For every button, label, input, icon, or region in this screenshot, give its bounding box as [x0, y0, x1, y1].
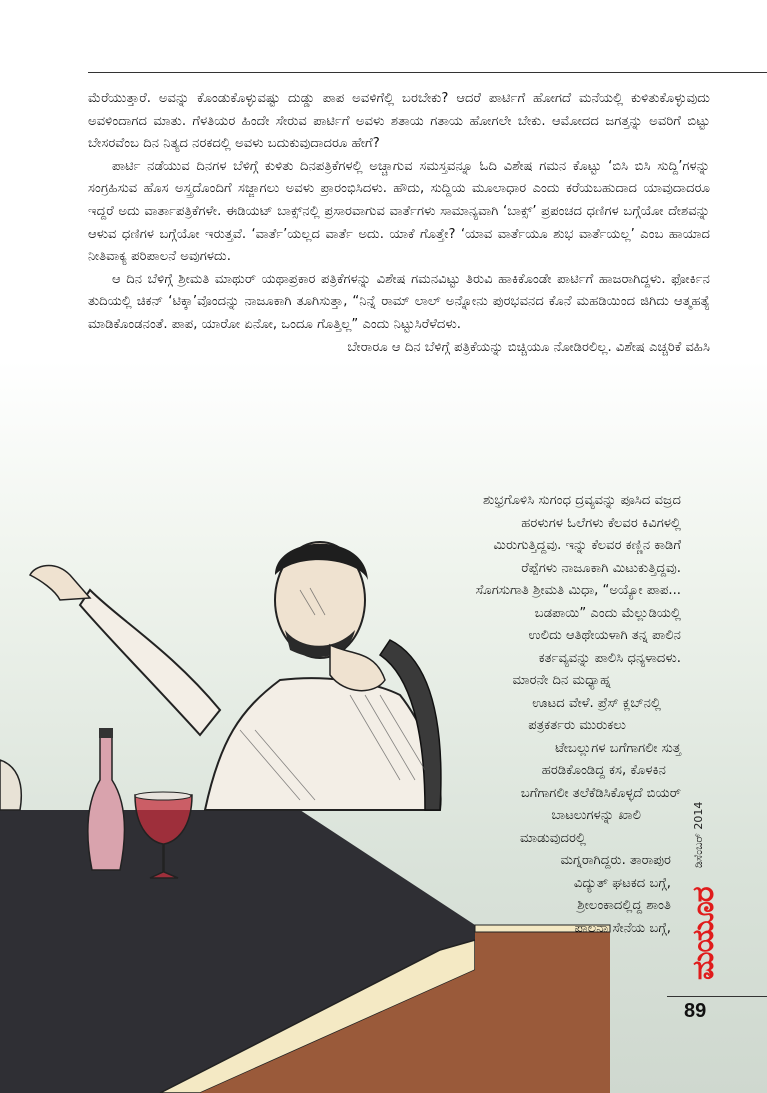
article-line: ಶ್ರೀಲಂಕಾದಲ್ಲಿದ್ದ ಶಾಂತಿ — [577, 898, 671, 913]
article-line: ಬಾಟಲುಗಳನ್ನು ಖಾಲಿ — [551, 808, 641, 823]
article-body — [88, 88, 710, 359]
man-arm — [80, 590, 220, 735]
top-rule — [88, 72, 767, 73]
article-line: ಪಾಲನಾ ಸೇನೆಯ ಬಗ್ಗೆ, — [574, 920, 671, 936]
article-line: ಮಗ್ನರಾಗಿದ್ದರು. ತಾರಾಪುರ — [560, 853, 671, 868]
article-line: ಮಾರನೇ ದಿನ ಮಧ್ಯಾಹ್ನ — [512, 673, 611, 688]
page-number: 89 — [684, 1000, 707, 1022]
article-line: ಹರಳುಗಳ ಓಲೆಗಳು ಕೆಲವರ ಕಿವಿಗಳಲ್ಲಿ — [521, 515, 681, 531]
left-figure — [0, 760, 21, 810]
article-line: ಪತ್ರಕರ್ತರು ಮುರುಕಲು — [528, 718, 626, 733]
article-line: ಹರಡಿಕೊಂಡಿದ್ದ ಕಸ, ಕೊಳಕಿನ — [541, 763, 666, 778]
article-line: ಶುಭ್ರಗೊಳಿಸಿ ಸುಗಂಧ ದ್ರವ್ಯವನ್ನು ಪೂಸಿದ ವಜ್ರದ — [482, 493, 681, 508]
article-line: ಬಗೆಗಾಗಲೀ ತಲೆಕೆಡಿಸಿಕೊಳ್ಳದೆ ಬಿಯರ್ — [520, 785, 681, 801]
article-paragraph: ಆ ದಿನ ಬೆಳಿಗ್ಗೆ ಶ್ರೀಮತಿ ಮಾಥುರ್ ಯಥಾಪ್ರಕಾರ ಪತ್ರಿಕೆಗಳನ್ನು ವಿಶೇಷ ಗಮನವಿಟ್ಟು ತಿರುವಿ ಹಾಕಿಕೊಂಡೇ ಪಾರ್ಟಿಗೆ ಹಾಜರಾಗಿದ್ದಳು. ಫೋರ್ಕಿನ ತುದಿಯಲ್ಲಿ ಚಿಕನ್ ‘ಟಿಕ್ಕಾ’ವೊಂದನ್ನು ನಾಜೂಕಾಗಿ ತೂಗಿಸುತ್ತಾ, “ನಿನ್ನೆ ರಾಮ್ ಲಾಲ್ ಅನ್ನೋನು ಪುರಭವನದ ಕೊನೆ ಮಹಡಿಯಿಂದ ಜಿಗಿದು ಆತ್ಮಹತ್ಯೆ ಮಾಡಿಕೊಂಡನಂತೆ. ಪಾಪ, ಯಾರೋ ಏನೋ, ಒಂದೂ ಗೊತ್ತಿಲ್ಲ” ಎಂದು ನಿಟ್ಟುಸಿರೆಳೆದಳು. — [88, 271, 710, 332]
article-line: ಕರ್ತವ್ಯವನ್ನು ಪಾಲಿಸಿ ಧನ್ಯಳಾದಳು. — [538, 650, 681, 666]
article-line: ಮಾಡುವುದರಲ್ಲಿ — [519, 830, 586, 846]
article-wrapped-column — [351, 490, 681, 940]
article-line: ಸೊಗಸುಗಾತಿ ಶ್ರೀಮತಿ ಮಿಧಾ, “ಅಯ್ಯೋ ಪಾಪ... — [475, 583, 681, 598]
article-line: ಬಡಪಾಯಿ” ಎಂದು ಮೆಲ್ಲುಡಿಯಲ್ಲಿ — [534, 605, 681, 621]
article-line: ರೆಪ್ಪೆಗಳು ನಾಜೂಕಾಗಿ ಮಿಟುಕುತ್ತಿದ್ದವು. — [521, 560, 681, 576]
wine-bottle — [88, 735, 125, 870]
magazine-logo: ಮಯೂರ — [686, 887, 721, 980]
article-paragraph: ಮೆರೆಯುತ್ತಾರೆ. ಅವನ್ನು ಕೊಂಡುಕೊಳ್ಳುವಷ್ಟು ದುಡ್ಡು ಪಾಪ ಅವಳಿಗೆಲ್ಲಿ ಬರಬೇಕು? ಆದರೆ ಪಾರ್ಟಿಗೆ ಹೋಗದೆ ಮನೆಯಲ್ಲಿ ಕುಳಿತುಕೊಳ್ಳುವುದು ಅವಳಿಂದಾಗದ ಮಾತು. ಗೆಳತಿಯರ ಹಿಂದೇ ಸೇರುವ ಪಾರ್ಟಿಗೆ ಅವಳು ಶತಾಯ ಗತಾಯ ಹೋಗಲೇ ಬೇಕು. ಆಮೋದದ ಜಗತ್ತನ್ನು ಅವರಿಗೆ ಬಿಟ್ಟು ಬೇಸರವೆಂಬ ದಿನ ನಿತ್ಯದ ನರಕದಲ್ಲಿ ಅವಳು ಬದುಕುವುದಾದರೂ ಹೇಗೆ? — [88, 91, 710, 152]
article-paragraph-first-line: ಬೇರಾರೂ ಆ ದಿನ ಬೆಳಿಗ್ಗೆ ಪತ್ರಿಕೆಯನ್ನು ಬಿಚ್ಚಿಯೂ ನೋಡಿರಲಿಲ್ಲ. ವಿಶೇಷ ಎಚ್ಚರಿಕೆ ವಹಿಸಿ — [347, 339, 710, 355]
article-line: ಊಟದ ವೇಳೆ. ಪ್ರೆಸ್ ಕ್ಲಬ್‌ನಲ್ಲಿ — [532, 695, 661, 711]
magazine-side-label — [686, 790, 721, 980]
article-line: ಟೇಬಲ್ಲುಗಳ ಬಗೆಗಾಗಲೀ ಸುತ್ತ — [555, 740, 681, 756]
article-line: ಮಿರುಗುತ್ತಿದ್ದವು. ಇನ್ನು ಕೆಲವರ ಕಣ್ಣಿನ ಕಾಡಿಗೆ — [493, 538, 681, 553]
issue-date: ಡಿಸೆಂಬರ್ 2014 — [692, 801, 705, 868]
man-hand — [30, 566, 90, 600]
article-line: ವಿದ್ಯುತ್ ಘಟಕದ ಬಗ್ಗೆ, — [573, 875, 671, 891]
footer-rule — [667, 996, 767, 997]
article-paragraph: ಪಾರ್ಟಿ ನಡೆಯುವ ದಿನಗಳ ಬೆಳಿಗ್ಗೆ ಕುಳಿತು ದಿನಪತ್ರಿಕೆಗಳಲ್ಲಿ ಅಚ್ಚಾಗುವ ಸಮಸ್ತವನ್ನೂ ಓದಿ ವಿಶೇಷ ಗಮನ ಕೊಟ್ಟು ‘ಬಿಸಿ ಬಿಸಿ ಸುದ್ದಿ’ಗಳನ್ನು ಸಂಗ್ರಹಿಸುವ ಹೊಸ ಅಸ್ತ್ರದೊಂದಿಗೆ ಸಜ್ಜಾಗಲು ಅವಳು ಪ್ರಾರಂಭಿಸಿದಳು. ಹೌದು, ಸುದ್ದಿಯ ಮೂಲಾಧಾರ ಎಂದು ಕರೆಯಬಹುದಾದ ಯಾವುದಾದರೂ ಇದ್ದರೆ ಅದು ವಾರ್ತಾಪತ್ರಿಕೆಗಳೇ. ಈಡಿಯಟ್ ಬಾಕ್ಸ್‌ನಲ್ಲಿ ಪ್ರಸಾರವಾಗುವ ವಾರ್ತೆಗಳು ಸಾಮಾನ್ಯವಾಗಿ ‘ಬಾಕ್ಸ್’ ಪ್ರಪಂಚದ ಧಣಿಗಳ ಬಗ್ಗೆಯೋ ದೇಶವನ್ನು ಆಳುವ ಧಣಿಗಳ ಬಗ್ಗೆಯೋ ಇರುತ್ತವೆ. ‘ವಾರ್ತೆ’ಯಲ್ಲದ ವಾರ್ತೆ ಅದು. ಯಾಕೆ ಗೊತ್ತೇ? ‘ಯಾವ ವಾರ್ತೆಯೂ ಶುಭ ವಾರ್ತೆಯಲ್ಲ’ ಎಂಬ ಹಾಯಾದ ನೀತಿವಾಕ್ಯ ಪರಿಪಾಲನೆ ಅವುಗಳದು. — [88, 158, 710, 265]
article-line: ಉಲಿದು ಆತಿಥೇಯಳಾಗಿ ತನ್ನ ಪಾಲಿನ — [528, 628, 681, 643]
